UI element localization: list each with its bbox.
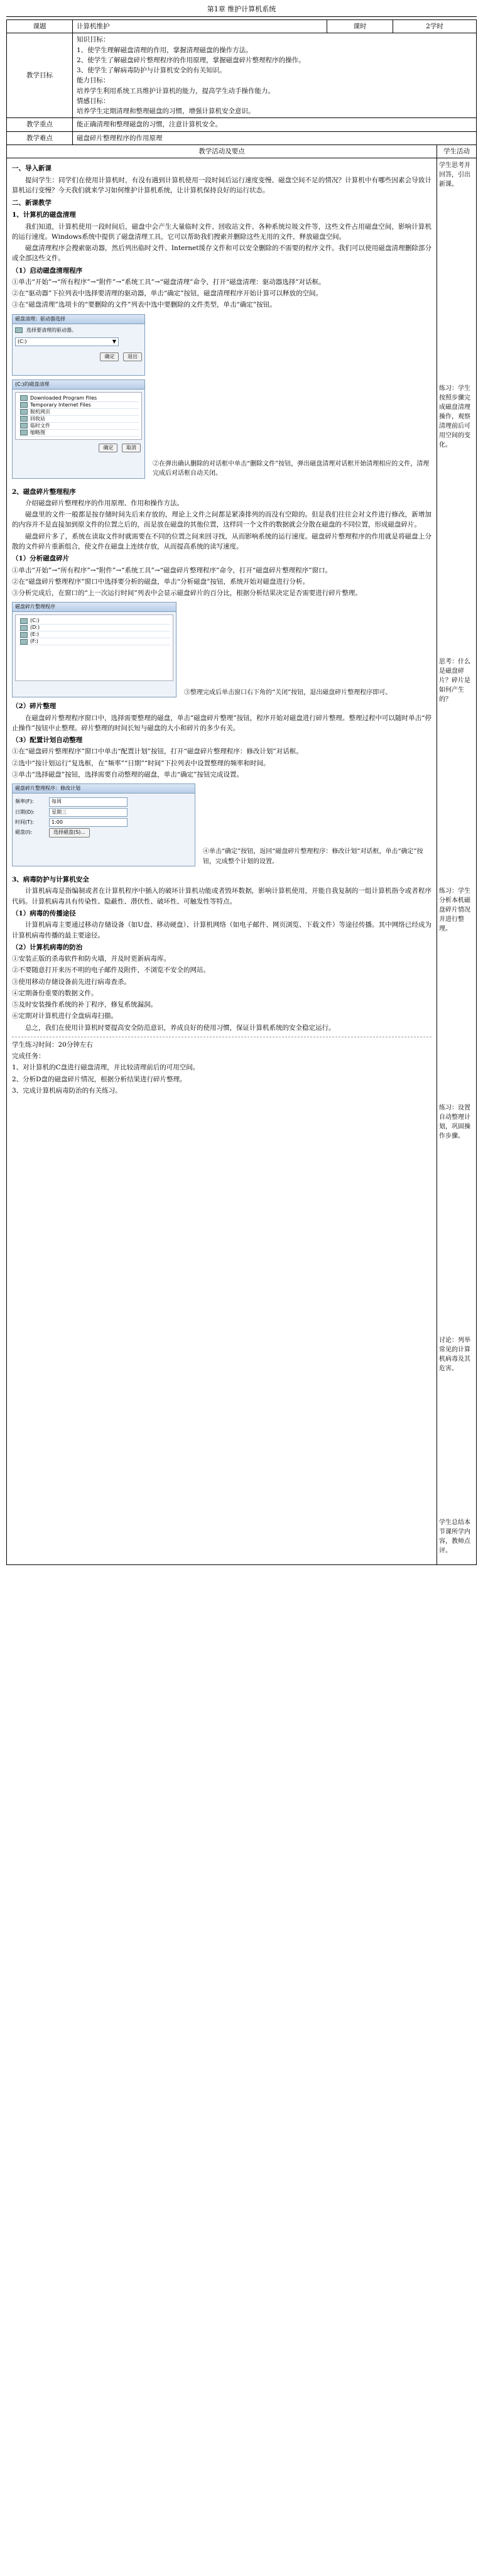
defrag-sub-paragraph: 在磁盘碎片整理程序窗口中，选择需要整理的磁盘，单击“磁盘碎片整理”按钮，程序开始对磁盘进行碎片整理。整理过程中可以随时单击“停止操作”按钮中止整理。碎片整理的时间长短与磁盘的大小和碎片的多少有关。 bbox=[12, 714, 431, 732]
defrag-figure bbox=[12, 602, 431, 697]
disk-cleanup-paragraph: 磁盘清理程序会搜索驱动器，然后列出临时文件、Internet缓存文件和可以安全删除的不需要的程序文件。我们可以使用磁盘清理删除部分或全部这些文件。 bbox=[12, 244, 431, 263]
goal-line: 培养学生定期清理和整理磁盘的习惯，增强计算机安全意识。 bbox=[77, 107, 255, 116]
cleanup-figure-1 bbox=[12, 314, 431, 376]
goal-line: 1、使学生理解磁盘清理的作用，掌握清理磁盘的操作方法。 bbox=[77, 46, 252, 54]
drive-icon bbox=[20, 618, 28, 624]
defrag-window bbox=[12, 602, 176, 697]
drive-icon bbox=[20, 625, 28, 631]
figure-caption: ③整理完成后单击窗口右下角的“关闭”按钮，退出磁盘碎片整理程序即可。 bbox=[184, 689, 392, 696]
topic-value: 计算机维护 bbox=[73, 20, 327, 33]
key-value: 能正确清理和整理磁盘的习惯，注意计算机安全。 bbox=[73, 118, 477, 131]
drive-label: (F:) bbox=[30, 638, 38, 645]
cleanup-dialog bbox=[12, 379, 145, 479]
lesson-header-table bbox=[6, 19, 477, 145]
cleanup-step: ③在“磁盘清理”选项卡的“要删除的文件”列表中选中要删除的文件类型，单击“确定”按钮。 bbox=[12, 301, 276, 309]
virus-defense-item: ③使用移动存储设备前先进行病毒查杀。 bbox=[12, 978, 131, 986]
drive-select-dialog bbox=[12, 314, 145, 376]
drive-dropdown[interactable] bbox=[15, 337, 119, 346]
goals-label: 教学目标 bbox=[7, 33, 73, 118]
list-item-label: 脱机网页 bbox=[30, 408, 50, 415]
checkbox-icon bbox=[20, 409, 28, 415]
ok-button[interactable]: 确定 bbox=[100, 352, 119, 361]
key-label: 教学重点 bbox=[7, 118, 73, 131]
drive-label: (C:) bbox=[30, 618, 40, 624]
virus-conclusion: 总之，我们在使用计算机时要提高安全防范意识，养成良好的使用习惯，保证计算机系统的安全稳定运行。 bbox=[25, 1023, 335, 1032]
lesson-value: 2学时 bbox=[393, 20, 477, 33]
goal-line: 知识目标： bbox=[77, 36, 110, 44]
list-item-label: 临时文件 bbox=[30, 422, 50, 428]
checkbox-icon bbox=[20, 395, 28, 401]
table-row[interactable] bbox=[18, 625, 170, 631]
section-header: 教学活动及要点 bbox=[6, 145, 437, 158]
schedule-step: ②选中“按计划运行”复选框，在“频率”“日期”“时间”下拉列表中设置整理的频率和时间。 bbox=[12, 759, 270, 767]
dialog-title: 磁盘碎片整理程序：修改计划 bbox=[13, 784, 195, 794]
lesson-label: 课时 bbox=[327, 20, 393, 33]
side-note: 思考：什么是磁盘碎片？碎片是如何产生的？ bbox=[439, 658, 470, 704]
figure-caption: ②在弹出确认删除的对话框中单击“删除文件”按钮，弹出磁盘清理对话框开始清理相应的文件，清理完成后对话框自动关闭。 bbox=[153, 460, 430, 478]
window-title: 磁盘碎片整理程序 bbox=[13, 603, 176, 612]
defrag-intro: 介绍磁盘碎片整理程序的作用原理、作用和操作方法。 bbox=[25, 499, 183, 507]
broom-icon bbox=[15, 327, 23, 333]
cleanup-step: ②在“驱动器”下拉列表中选择要清理的驱动器，单击“确定”按钮，磁盘清理程序开始计算可以释放的空间。 bbox=[12, 290, 322, 298]
checkbox-icon bbox=[20, 430, 28, 435]
side-header: 学生活动 bbox=[437, 145, 477, 158]
side-note: 学生总结本节课所学内容，教师点评。 bbox=[439, 1519, 470, 1555]
dialog-label: 选择要清理的驱动器。 bbox=[26, 327, 77, 333]
defrag-sub-heading: （2）碎片整理 bbox=[12, 702, 57, 711]
table-row[interactable] bbox=[18, 618, 170, 625]
virus-spread-paragraph: 计算机病毒主要通过移动存储设备（如U盘、移动硬盘）、计算机网络（如电子邮件、网页浏览、下载文件）等途径传播。其中网络已经成为计算机病毒传播的最主要途径。 bbox=[12, 921, 431, 939]
side-note: 练习：学生分析本机磁盘碎片情况并进行整理。 bbox=[439, 888, 470, 933]
defrag-step: ②在“磁盘碎片整理程序”窗口中选择要分析的磁盘，单击“分析磁盘”按钮，系统开始对磁盘进行分析。 bbox=[12, 577, 309, 586]
cleanup-steps-heading: （1）启动磁盘清理程序 bbox=[12, 266, 83, 275]
side-note: 讨论：列举常见的计算机病毒及其危害。 bbox=[439, 1337, 470, 1373]
figure-caption: ④单击“确定”按钮，返回“磁盘碎片整理程序：修改计划”对话框，单击“确定”按钮，完成整个计划的设置。 bbox=[203, 848, 423, 865]
field-label: 时间(T): bbox=[15, 819, 34, 825]
doc-title: 第1章 维护计算机系统 bbox=[6, 4, 477, 17]
virus-defense-item: ②不要随意打开来历不明的电子邮件及附件，不浏览不安全的网站。 bbox=[12, 966, 210, 974]
field-label: 频率(F): bbox=[15, 799, 34, 805]
schedule-dialog bbox=[12, 783, 195, 866]
side-note: 练习：设置自动整理计划，巩固操作步骤。 bbox=[439, 1105, 470, 1140]
date-select[interactable]: 星期三 bbox=[49, 808, 128, 817]
practice-summary bbox=[12, 1037, 431, 1096]
disk-cleanup-paragraph: 我们知道，计算机使用一段时间后，磁盘中会产生大量临时文件、回收站文件、各种系统垃圾文件等，这些文件占用磁盘空间，影响计算机的运行速度。Windows系统中提供了磁盘清理工具，它可以帮助我们搜索并删除这些无用的文件，释放磁盘空间。 bbox=[12, 222, 431, 241]
cleanup-step: ①单击“开始”→“所有程序”→“附件”→“系统工具”→“磁盘清理”命令，打开“磁盘清理：驱动器选择”对话框。 bbox=[12, 278, 325, 286]
defrag-paragraph: 磁盘碎片多了，系统在读取文件时就需要在不同的位置之间来回寻找，从而影响系统的运行速度。磁盘碎片整理程序的作用就是将磁盘上分散的文件碎片重新组合，使文件在磁盘上连续存放，从而提高系统的读写速度。 bbox=[12, 532, 431, 551]
defrag-paragraph: 磁盘里的文件一般都是按存储时间先后来存放的，理论上文件之间都是紧凑排列的而没有空隙的。但是我们往往会对文件进行修改，新增加的内容并不是直接加到原文件的位置之后的，而是放在磁盘的其他位置，这样同一个文件的数据就会分散在磁盘的不同位置，形成磁盘碎片。 bbox=[12, 511, 431, 529]
practice-task-heading: 完成任务： bbox=[12, 1052, 45, 1061]
student-activities bbox=[437, 158, 476, 1564]
difficulty-label: 教学难点 bbox=[7, 131, 73, 145]
defrag-step: ③分析完成后，在窗口的“上一次运行时间”列表中会显示磁盘碎片的百分比，根据分析结果决定是否需要进行碎片整理。 bbox=[12, 589, 362, 598]
disk-cleanup-heading: 1、计算机的磁盘清理 bbox=[12, 211, 76, 219]
frequency-select[interactable]: 每周 bbox=[49, 797, 128, 806]
virus-defense-heading: （2）计算机病毒的防治 bbox=[12, 943, 83, 951]
field-label: 磁盘(I): bbox=[15, 829, 33, 836]
cancel-button[interactable]: 取消 bbox=[122, 444, 141, 452]
select-disks-button[interactable]: 选择磁盘(S)... bbox=[49, 828, 90, 837]
practice-time: 学生练习时间：20分钟左右 bbox=[12, 1040, 93, 1049]
cleanup-figure-2 bbox=[12, 379, 431, 479]
defrag-step: ①单击“开始”→“所有程序”→“附件”→“系统工具”→“磁盘碎片整理程序”命令，打开“磁盘碎片整理程序”窗口。 bbox=[12, 566, 332, 574]
list-item-label: 缩略图 bbox=[30, 429, 45, 435]
intro-heading: 一、导入新课 bbox=[12, 165, 52, 173]
list-item-label: Downloaded Program Files bbox=[30, 395, 97, 401]
table-row[interactable] bbox=[18, 638, 170, 645]
intro-paragraph: 提问学生：同学们在使用计算机时，有没有遇到计算机使用一段时间后运行速度变慢、磁盘空间不足的情况？计算机中有哪些因素会导致计算机运行变慢？今天我们就来学习如何维护计算机系统，让计算机保持良好的运行状态。 bbox=[12, 176, 431, 194]
chevron-down-icon: ▼ bbox=[112, 339, 116, 345]
virus-heading: 3、病毒防护与计算机安全 bbox=[12, 876, 89, 884]
virus-defense-item: ④定期备份重要的数据文件。 bbox=[12, 989, 98, 997]
list-item-label: 回收站 bbox=[30, 415, 45, 422]
topic-label: 课题 bbox=[7, 20, 73, 33]
schedule-figure bbox=[12, 783, 431, 866]
virus-spread-heading: （1）病毒的传播途径 bbox=[12, 910, 76, 917]
dialog-title: (C:)的磁盘清理 bbox=[13, 380, 144, 390]
defrag-heading: 2、磁盘碎片整理程序 bbox=[12, 488, 76, 496]
schedule-step: ①在“磁盘碎片整理程序”窗口中单击“配置计划”按钮，打开“磁盘碎片整理程序：修改计划”对话框。 bbox=[12, 748, 303, 756]
goal-line: 培养学生利用系统工具维护计算机的能力，提高学生动手操作能力。 bbox=[77, 87, 274, 95]
drive-label: (D:) bbox=[30, 625, 40, 631]
practice-task: 1、对计算机的C盘进行磁盘清理，并比较清理前后的可用空间。 bbox=[12, 1064, 200, 1072]
checkbox-icon bbox=[20, 416, 28, 422]
drive-icon bbox=[20, 632, 28, 638]
goal-line: 情感目标： bbox=[77, 97, 110, 105]
virus-defense-item: ⑤及时安装操作系统的补丁程序，修复系统漏洞。 bbox=[12, 1001, 157, 1009]
goal-line: 能力目标： bbox=[77, 77, 110, 85]
goals-list bbox=[73, 33, 477, 118]
drive-label: (E:) bbox=[30, 631, 39, 638]
checkbox-icon bbox=[20, 402, 28, 408]
list-item[interactable] bbox=[18, 430, 139, 437]
practice-task: 2、分析D盘的磁盘碎片情况，根据分析结果进行碎片整理。 bbox=[12, 1075, 187, 1083]
ok-button[interactable]: 确定 bbox=[99, 444, 117, 452]
teaching-activities bbox=[7, 158, 437, 1564]
schedule-step: ③单击“选择磁盘”按钮，选择需要自动整理的磁盘，单击“确定”按钮完成设置。 bbox=[12, 770, 243, 778]
exit-button[interactable]: 退出 bbox=[123, 352, 142, 361]
difficulty-value: 磁盘碎片整理程序的作用原理 bbox=[73, 131, 477, 145]
drive-dropdown-value: (C:) bbox=[18, 339, 27, 345]
list-item-label: Temporary Internet Files bbox=[30, 401, 91, 408]
drive-icon bbox=[20, 639, 28, 645]
table-row[interactable] bbox=[18, 631, 170, 638]
checkbox-icon bbox=[20, 423, 28, 428]
goal-line: 3、使学生了解病毒防护与计算机安全的有关知识。 bbox=[77, 67, 226, 75]
schedule-heading: （3）配置计划自动整理 bbox=[12, 736, 83, 745]
time-select[interactable]: 1:00 bbox=[49, 818, 128, 827]
dialog-title: 磁盘清理：驱动器选择 bbox=[13, 315, 144, 324]
goal-line: 2、使学生了解磁盘碎片整理程序的作用原理，掌握磁盘碎片整理程序的操作。 bbox=[77, 56, 305, 64]
practice-task: 3、完成计算机病毒防治的有关练习。 bbox=[12, 1086, 122, 1094]
side-note: 练习：学生按照步骤完成磁盘清理操作，观察清理前后可用空间的变化。 bbox=[439, 385, 470, 449]
virus-paragraph: 计算机病毒是指编制或者在计算机程序中插入的破坏计算机功能或者毁坏数据，影响计算机使用，并能自我复制的一组计算机指令或者程序代码。计算机病毒具有传染性、隐蔽性、潜伏性、破坏性、可触发性等特点。 bbox=[12, 887, 431, 905]
virus-defense-item: ⑥定期对计算机进行全盘病毒扫描。 bbox=[12, 1012, 117, 1020]
defrag-steps-heading: （1）分析磁盘碎片 bbox=[12, 555, 70, 563]
field-label: 日期(D): bbox=[15, 809, 35, 815]
content-body bbox=[6, 158, 477, 1565]
new-lesson-heading: 二、新课教学 bbox=[12, 199, 52, 207]
lesson-plan-page bbox=[6, 4, 477, 1565]
side-note: 学生思考并回答，引出新课。 bbox=[439, 162, 470, 188]
virus-defense-item: ①安装正版的杀毒软件和防火墙，并及时更新病毒库。 bbox=[12, 955, 170, 963]
